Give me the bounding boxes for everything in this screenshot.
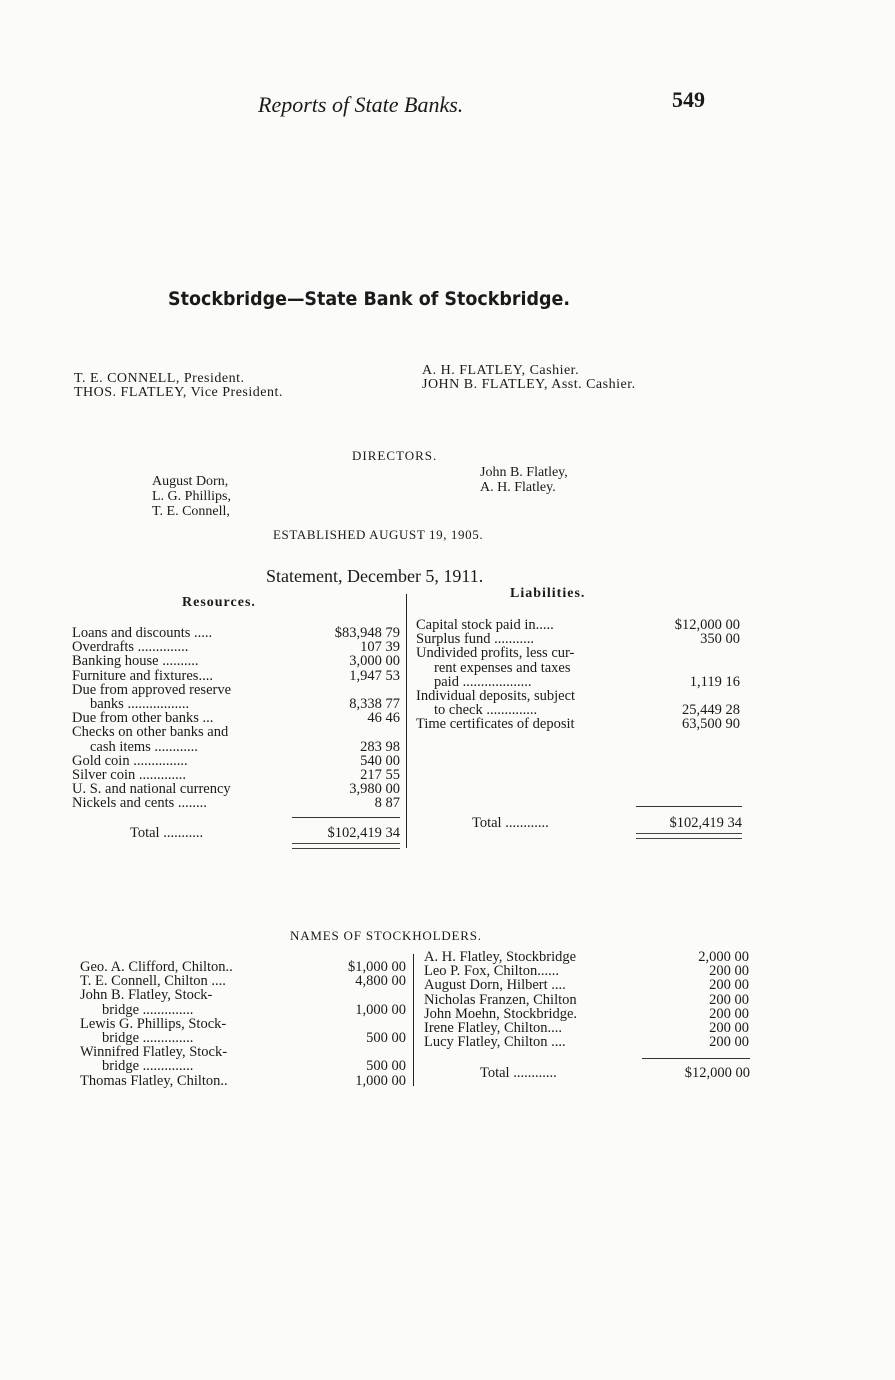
table-row: Overdrafts .............. 107 39: [72, 639, 400, 656]
director-name: August Dorn,: [152, 474, 229, 489]
table-row: bridge .............. 500 00: [102, 1029, 406, 1046]
table-row: U. S. and national currency 3,980 00: [72, 781, 400, 798]
stockholders-subtotal-rule: [642, 1058, 750, 1059]
resources-table: [72, 626, 400, 810]
resources-heading: Resources.: [182, 595, 256, 610]
table-row: T. E. Connell, Chilton .... 4,800 00: [80, 973, 406, 990]
liabilities-heading: Liabilities.: [510, 586, 586, 601]
statement-title: Statement, December 5, 1911.: [266, 566, 484, 586]
director-name: T. E. Connell,: [152, 504, 230, 519]
table-row: Geo. A. Clifford, Chilton.. $1,000 00: [80, 959, 406, 975]
directors-left: [152, 474, 231, 519]
table-row: Furniture and fixtures.... 1,947 53: [72, 667, 400, 684]
total-row: Total ............ $12,000 00: [480, 1065, 750, 1081]
officer-vice-president: THOS. FLATLEY, Vice President.: [74, 385, 283, 400]
director-name: John B. Flatley,: [480, 465, 568, 480]
total-row: Total ........... $102,419 34: [130, 825, 400, 841]
running-title: Reports of State Banks.: [258, 92, 464, 117]
table-row: Capital stock paid in..... $12,000 00: [416, 617, 740, 633]
table-row: cash items ............ 283 98: [90, 738, 400, 755]
table-row: John Moehn, Stockbridge. 200 00: [424, 1005, 749, 1022]
officer-cashier: A. H. FLATLEY, Cashier.: [422, 363, 580, 378]
table-row: Nickels and cents ........ 8 87: [72, 795, 400, 812]
table-row: Time certificates of deposit 63,500 90: [416, 716, 740, 733]
statement-column-divider: [406, 594, 407, 848]
stockholders-total: [480, 1066, 750, 1080]
liabilities-subtotal-rule: [636, 806, 742, 807]
stockholders-right-table: [424, 950, 749, 1049]
table-row: Thomas Flatley, Chilton.. 1,000 00: [80, 1072, 406, 1089]
liabilities-total-double-rule: [636, 833, 742, 839]
officer-asst-cashier: JOHN B. FLATLEY, Asst. Cashier.: [422, 377, 636, 392]
resources-total: [130, 826, 400, 840]
director-name: L. G. Phillips,: [152, 489, 231, 504]
table-row: Lewis G. Phillips, Stock-: [80, 1015, 227, 1032]
table-row: Surplus fund ........... 350 00: [416, 631, 740, 648]
table-row: Nicholas Franzen, Chilton 200 00: [424, 991, 749, 1008]
table-row: A. H. Flatley, Stockbridge 2,000 00: [424, 949, 749, 965]
bank-title: Stockbridge—State Bank of Stockbridge.: [168, 288, 571, 310]
table-row: bridge .............. 500 00: [102, 1058, 406, 1075]
resources-total-double-rule: [292, 843, 400, 849]
page-number: 549: [672, 87, 705, 112]
table-row: Winnifred Flatley, Stock-: [80, 1044, 228, 1061]
table-row: Gold coin ............... 540 00: [72, 752, 400, 769]
officers-left: [74, 372, 283, 400]
directors-heading: DIRECTORS.: [352, 448, 438, 463]
total-row: Total ............ $102,419 34: [472, 815, 742, 831]
table-row: John B. Flatley, Stock-: [80, 987, 213, 1004]
table-row: Silver coin ............. 217 55: [72, 766, 400, 783]
table-row: Individual deposits, subject: [416, 687, 576, 704]
liabilities-total: [472, 816, 742, 830]
director-name: A. H. Flatley.: [480, 480, 556, 495]
table-row: Undivided profits, less cur-: [416, 645, 575, 662]
resources-subtotal-rule: [292, 817, 400, 818]
table-row: paid ................... 1,119 16: [434, 673, 740, 690]
table-row: to check .............. 25,449 28: [434, 702, 740, 719]
table-row: banks ................. 8,338 77: [90, 695, 400, 712]
table-row: Leo P. Fox, Chilton...... 200 00: [424, 963, 749, 980]
table-row: August Dorn, Hilbert .... 200 00: [424, 977, 749, 994]
stockholders-left-table: [80, 960, 406, 1088]
table-row: Checks on other banks and: [72, 724, 229, 741]
established-line: ESTABLISHED AUGUST 19, 1905.: [273, 527, 484, 542]
table-row: Irene Flatley, Chilton.... 200 00: [424, 1019, 749, 1036]
table-row: bridge .............. 1,000 00: [102, 1001, 406, 1018]
stockholders-heading: NAMES OF STOCKHOLDERS.: [290, 928, 482, 943]
table-row: Lucy Flatley, Chilton .... 200 00: [424, 1034, 749, 1051]
table-row: Loans and discounts ..... $83,948 79: [72, 625, 400, 641]
table-row: Due from other banks ... 46 46: [72, 710, 400, 727]
officers-right: [422, 364, 636, 392]
liabilities-table: [416, 618, 740, 732]
directors-right: [480, 465, 568, 495]
stockholders-column-divider: [413, 954, 414, 1086]
officer-president: T. E. CONNELL, President.: [74, 371, 245, 386]
table-row: Banking house .......... 3,000 00: [72, 653, 400, 670]
table-row: Due from approved reserve: [72, 681, 232, 698]
table-row: rent expenses and taxes: [434, 659, 571, 676]
